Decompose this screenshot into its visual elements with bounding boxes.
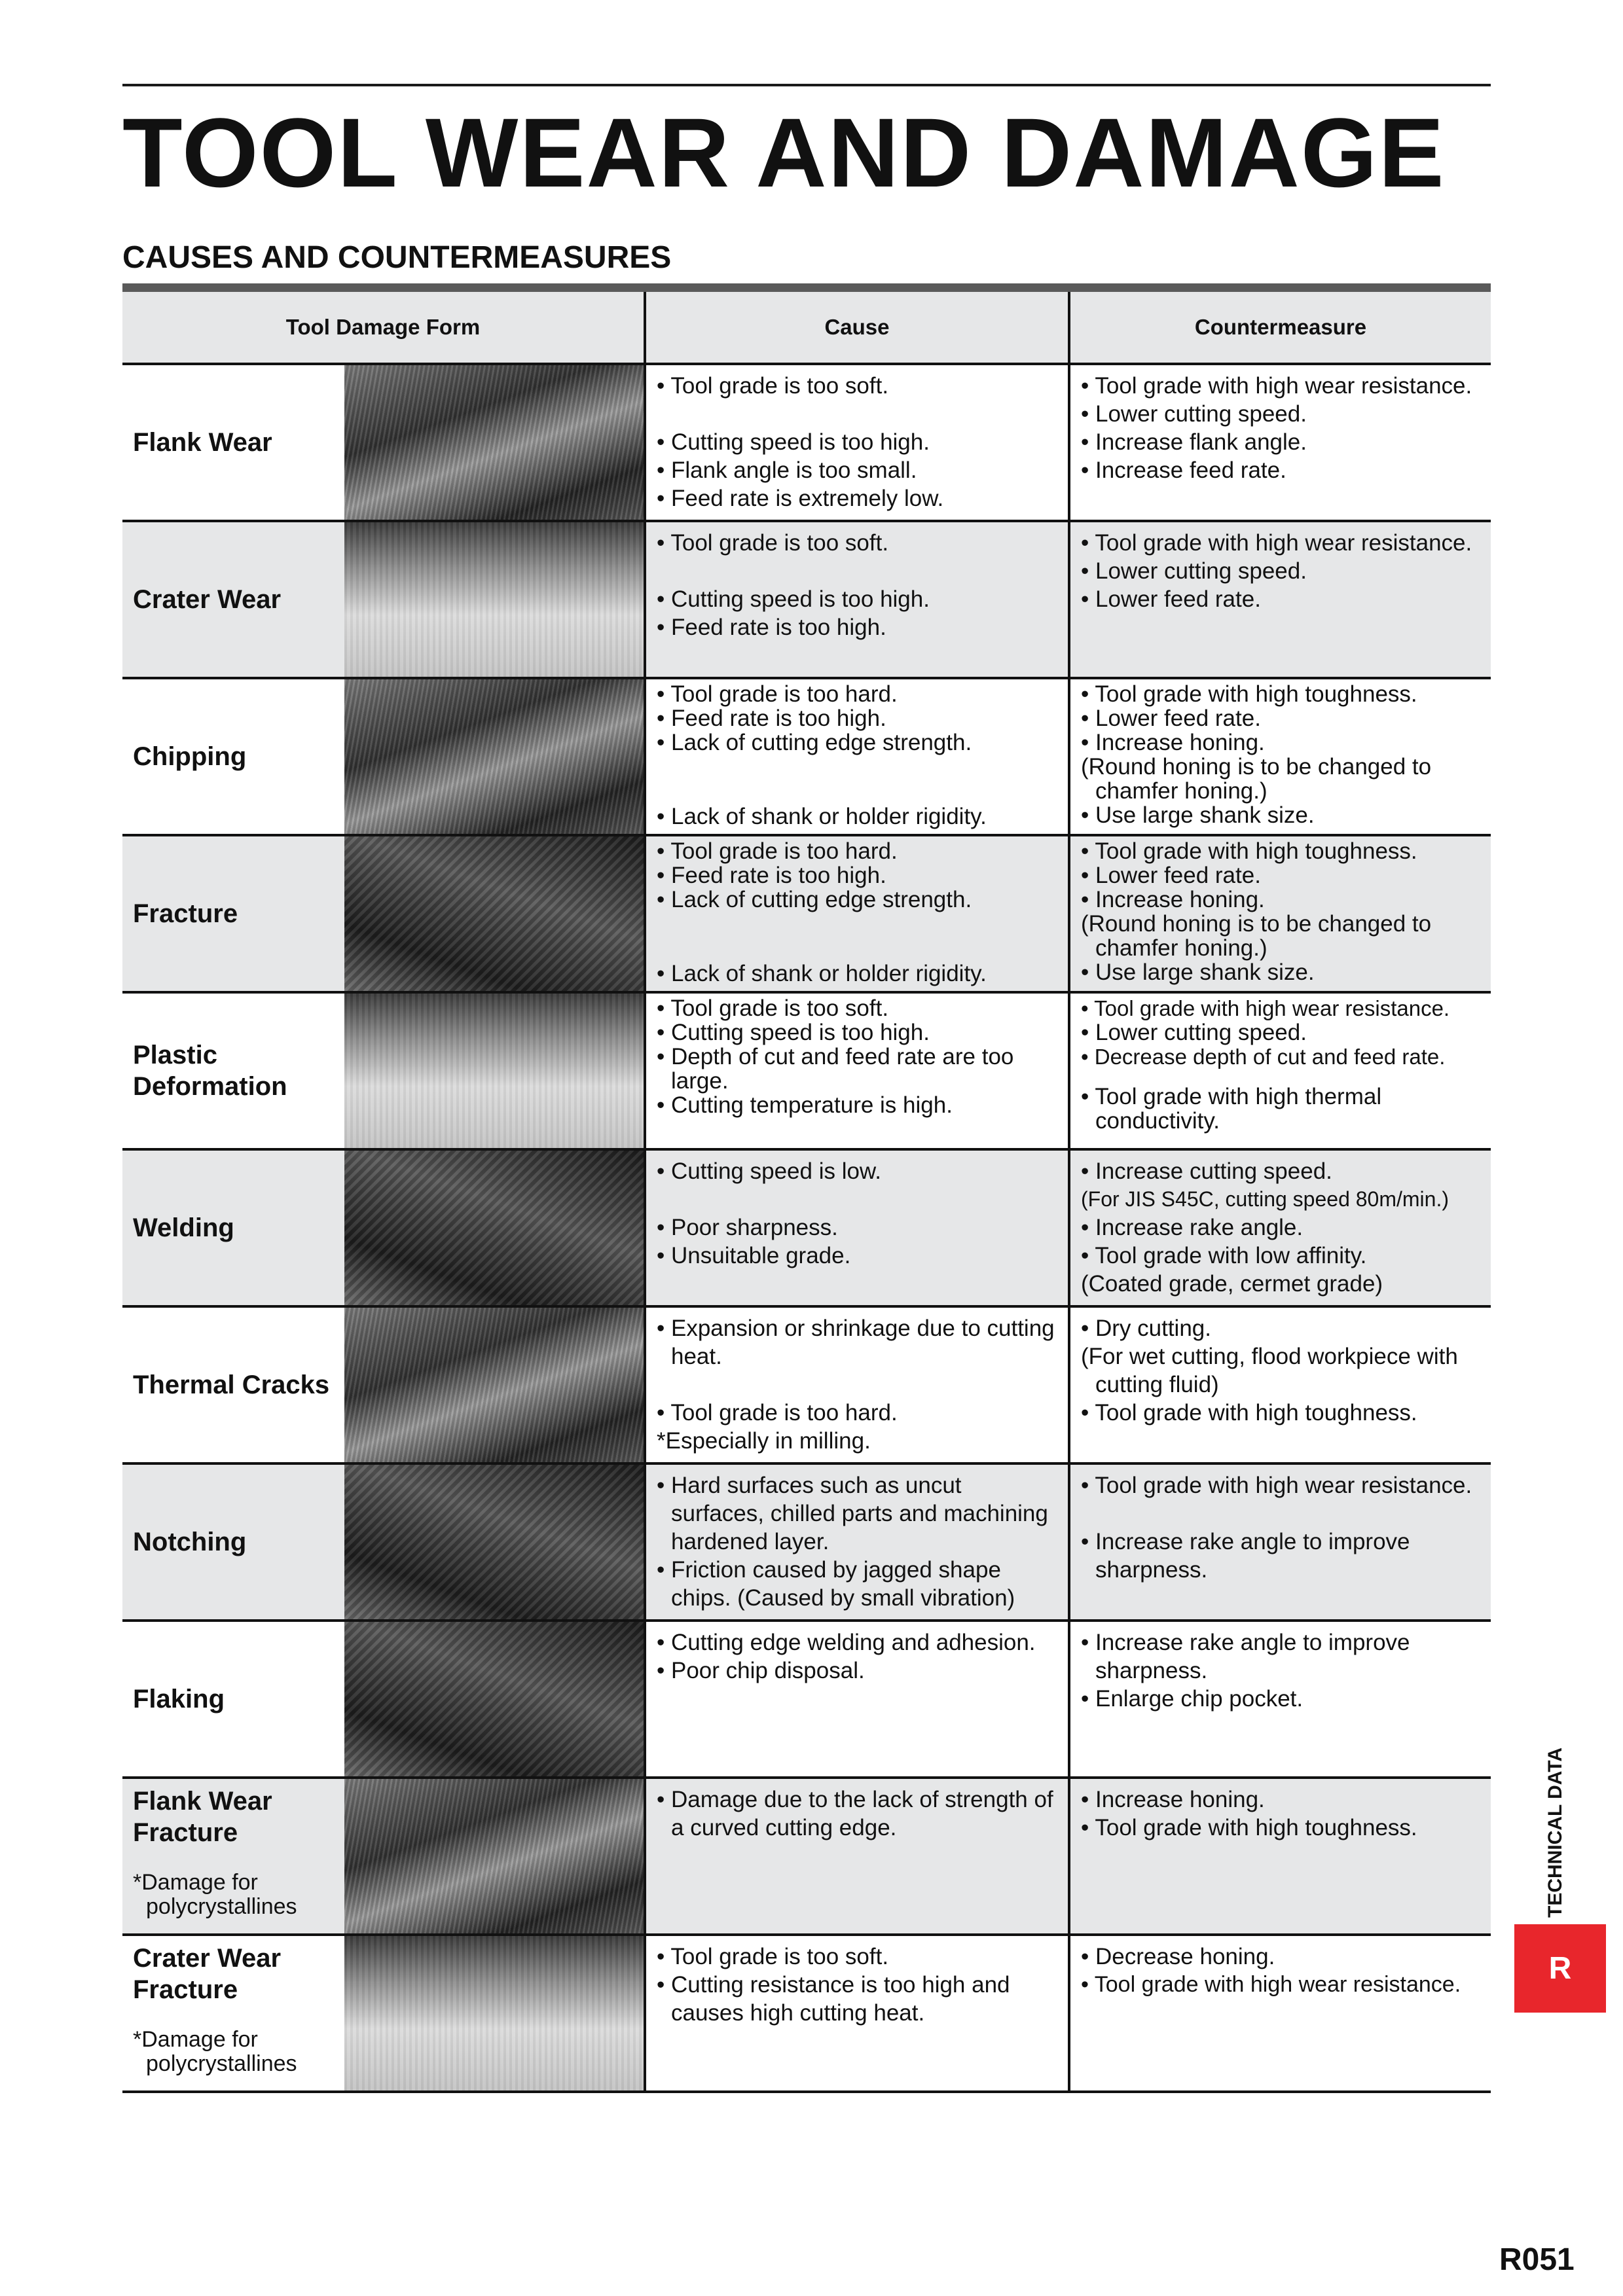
countermeasure-cell — [1069, 1306, 1491, 1463]
cause-item: • Cutting temperature is high. — [657, 1093, 1060, 1117]
header-cause: Cause — [645, 292, 1069, 364]
countermeasure-item: • Decrease honing. — [1081, 1943, 1483, 1971]
countermeasure-item: • Use large shank size. — [1081, 803, 1483, 827]
damage-form-name: Chipping — [133, 742, 247, 771]
table-row — [122, 992, 1491, 1149]
table-row — [122, 835, 1491, 992]
fracture-photo — [344, 836, 644, 991]
damage-form-name: Flank Wear — [133, 428, 272, 457]
page-title: TOOL WEAR AND DAMAGE — [122, 98, 1446, 207]
cause-cell — [645, 364, 1069, 521]
countermeasure-cell — [1069, 1935, 1491, 2092]
header-tool-damage-form: Tool Damage Form — [122, 292, 645, 364]
cause-cell — [645, 1463, 1069, 1621]
top-rule — [122, 84, 1491, 86]
table-row — [122, 678, 1491, 835]
crater-wear-fracture-photo — [344, 1936, 644, 2090]
damage-form-cell — [122, 1306, 645, 1463]
flaking-photo — [344, 1622, 644, 1776]
welding-photo — [344, 1151, 644, 1305]
countermeasure-item: • Lower feed rate. — [1081, 585, 1483, 613]
cause-item: • Flank angle is too small. — [657, 456, 1060, 484]
countermeasure-item: • Tool grade with high toughness. — [1081, 682, 1483, 706]
cause-cell — [645, 521, 1069, 678]
countermeasure-item: • Increase rake angle to improve sharpness. — [1081, 1528, 1483, 1584]
countermeasure-item: • Increase flank angle. — [1081, 428, 1483, 456]
countermeasure-item: • Tool grade with high thermal conductivity. — [1081, 1085, 1483, 1133]
damage-form-note: *Damage for polycrystallines — [133, 2027, 297, 2076]
flank-wear-photo — [344, 365, 644, 520]
plastic-deformation-photo — [344, 994, 644, 1148]
countermeasure-item: • Increase rake angle to improve sharpness. — [1081, 1628, 1483, 1685]
damage-form-cell — [122, 678, 645, 835]
cause-item: • Cutting edge welding and adhesion. — [657, 1628, 1060, 1657]
damage-form-name: Thermal Cracks — [133, 1371, 330, 1399]
damage-form-name: Plastic Deformation — [133, 1041, 287, 1101]
countermeasure-item: • Increase honing. — [1081, 888, 1483, 912]
cause-item: • Unsuitable grade. — [657, 1242, 1060, 1270]
countermeasure-cell — [1069, 1778, 1491, 1935]
damage-form-name: Fracture — [133, 899, 238, 928]
damage-form-cell — [122, 992, 645, 1149]
cause-item: • Tool grade is too soft. — [657, 1943, 1060, 1971]
cause-item: • Feed rate is too high. — [657, 613, 1060, 641]
cause-item: • Poor sharpness. — [657, 1213, 1060, 1242]
countermeasure-cell — [1069, 1621, 1491, 1778]
cause-item: • Feed rate is extremely low. — [657, 484, 1060, 512]
chipping-photo — [344, 679, 644, 834]
table-row — [122, 1149, 1491, 1306]
cause-item: • Lack of cutting edge strength. — [657, 730, 1060, 755]
countermeasure-item: • Tool grade with high wear resistance. — [1081, 996, 1483, 1020]
countermeasure-item: (Coated grade, cermet grade) — [1081, 1271, 1383, 1297]
cause-item: • Lack of shank or holder rigidity. — [657, 961, 1060, 986]
damage-form-note: *Damage for polycrystallines — [133, 1870, 297, 1919]
cause-item: • Lack of cutting edge strength. — [657, 888, 1060, 912]
countermeasure-item: (For wet cutting, flood workpiece with cutting fluid) — [1081, 1344, 1458, 1397]
cause-item: • Tool grade is too hard. — [657, 839, 1060, 863]
cause-item: • Lack of shank or holder rigidity. — [657, 804, 1060, 829]
cause-item: • Tool grade is too hard. — [657, 682, 1060, 706]
table-row — [122, 521, 1491, 678]
table-row — [122, 1778, 1491, 1935]
countermeasure-item: • Use large shank size. — [1081, 960, 1483, 984]
damage-form-cell — [122, 1463, 645, 1621]
damage-table — [122, 292, 1491, 2093]
flank-wear-fracture-photo — [344, 1779, 644, 1933]
notching-photo — [344, 1465, 644, 1619]
countermeasure-item: • Lower feed rate. — [1081, 706, 1483, 730]
countermeasure-item: • Lower cutting speed. — [1081, 1020, 1483, 1045]
countermeasure-item: • Increase honing. — [1081, 730, 1483, 755]
cause-item: • Friction caused by jagged shape chips. (Caused by small vibration) — [657, 1556, 1060, 1612]
table-row — [122, 1306, 1491, 1463]
cause-cell — [645, 992, 1069, 1149]
damage-form-name: Flank Wear Fracture — [133, 1787, 272, 1847]
cause-note: *Especially in milling. — [657, 1428, 871, 1454]
damage-form-name: Crater Wear Fracture — [133, 1944, 282, 2004]
damage-form-name: Notching — [133, 1528, 247, 1556]
countermeasure-item: • Tool grade with high wear resistance. — [1081, 372, 1483, 400]
countermeasure-item: • Dry cutting. — [1081, 1314, 1483, 1342]
cause-item: • Tool grade is too soft. — [657, 996, 1060, 1020]
countermeasure-cell — [1069, 992, 1491, 1149]
cause-cell — [645, 1935, 1069, 2092]
thermal-cracks-photo — [344, 1308, 644, 1462]
cause-item: • Cutting speed is low. — [657, 1157, 1060, 1185]
header-countermeasure: Countermeasure — [1069, 292, 1491, 364]
table-row — [122, 1463, 1491, 1621]
countermeasure-item: • Lower cutting speed. — [1081, 557, 1483, 585]
cause-cell — [645, 1778, 1069, 1935]
cause-item: • Tool grade is too soft. — [657, 372, 1060, 400]
damage-form-cell — [122, 835, 645, 992]
table-header-row — [122, 292, 1491, 364]
cause-item: • Feed rate is too high. — [657, 706, 1060, 730]
damage-form-cell — [122, 1621, 645, 1778]
countermeasure-item: • Increase cutting speed. — [1081, 1157, 1483, 1185]
countermeasure-cell — [1069, 364, 1491, 521]
countermeasure-cell — [1069, 521, 1491, 678]
countermeasure-item: (Round honing is to be changed to chamfer honing.) — [1081, 911, 1432, 961]
damage-form-cell — [122, 1149, 645, 1306]
cause-item: • Cutting speed is too high. — [657, 428, 1060, 456]
countermeasure-item: • Tool grade with high toughness. — [1081, 1399, 1483, 1427]
cause-cell — [645, 1306, 1069, 1463]
section-subtitle: CAUSES AND COUNTERMEASURES — [122, 240, 672, 275]
countermeasure-item: • Tool grade with high wear resistance. — [1081, 1971, 1483, 1999]
cause-item: • Damage due to the lack of strength of a curved cutting edge. — [657, 1785, 1060, 1842]
subtitle-rule — [122, 283, 1491, 292]
damage-form-cell — [122, 1935, 645, 2092]
countermeasure-item: • Decrease depth of cut and feed rate. — [1081, 1045, 1483, 1069]
countermeasure-item: • Increase feed rate. — [1081, 456, 1483, 484]
damage-form-cell — [122, 1778, 645, 1935]
countermeasure-cell — [1069, 1463, 1491, 1621]
cause-cell — [645, 678, 1069, 835]
countermeasure-item: • Tool grade with high toughness. — [1081, 1814, 1483, 1842]
side-tab-label: TECHNICAL DATA — [1544, 1748, 1566, 1918]
countermeasure-item: • Tool grade with high wear resistance. — [1081, 529, 1483, 557]
cause-item: • Cutting resistance is too high and causes high cutting heat. — [657, 1971, 1060, 2027]
cause-item: • Poor chip disposal. — [657, 1657, 1060, 1685]
countermeasure-item: • Tool grade with high toughness. — [1081, 839, 1483, 863]
cause-item: • Expansion or shrinkage due to cutting heat. — [657, 1314, 1060, 1371]
damage-form-name: Crater Wear — [133, 585, 282, 614]
cause-item: • Depth of cut and feed rate are too large. — [657, 1045, 1060, 1093]
cause-cell — [645, 835, 1069, 992]
damage-form-name: Flaking — [133, 1685, 225, 1713]
table-row — [122, 364, 1491, 521]
crater-wear-photo — [344, 522, 644, 677]
cause-cell — [645, 1149, 1069, 1306]
countermeasure-item: (For JIS S45C, cutting speed 80m/min.) — [1081, 1187, 1449, 1211]
damage-form-cell — [122, 521, 645, 678]
cause-item: • Hard surfaces such as uncut surfaces, chilled parts and machining hardened layer. — [657, 1471, 1060, 1556]
countermeasure-item: • Increase honing. — [1081, 1785, 1483, 1814]
damage-form-cell — [122, 364, 645, 521]
countermeasure-item: • Lower cutting speed. — [1081, 400, 1483, 428]
countermeasure-item: • Tool grade with low affinity. — [1081, 1242, 1483, 1270]
cause-item: • Tool grade is too hard. — [657, 1399, 1060, 1427]
cause-item: • Feed rate is too high. — [657, 863, 1060, 888]
cause-item: • Cutting speed is too high. — [657, 585, 1060, 613]
cause-item: • Tool grade is too soft. — [657, 529, 1060, 557]
countermeasure-cell — [1069, 678, 1491, 835]
countermeasure-cell — [1069, 1149, 1491, 1306]
countermeasure-item: • Enlarge chip pocket. — [1081, 1685, 1483, 1713]
cause-item: • Cutting speed is too high. — [657, 1020, 1060, 1045]
cause-cell — [645, 1621, 1069, 1778]
damage-form-name: Welding — [133, 1213, 234, 1242]
table-row — [122, 1621, 1491, 1778]
page-number: R051 — [1499, 2242, 1575, 2277]
countermeasure-cell — [1069, 835, 1491, 992]
side-tab-letter: R — [1514, 1924, 1606, 2013]
countermeasure-item: • Lower feed rate. — [1081, 863, 1483, 888]
countermeasure-item: • Increase rake angle. — [1081, 1213, 1483, 1242]
countermeasure-item: (Round honing is to be changed to chamfer honing.) — [1081, 754, 1432, 804]
countermeasure-item: • Tool grade with high wear resistance. — [1081, 1471, 1483, 1499]
table-row — [122, 1935, 1491, 2092]
